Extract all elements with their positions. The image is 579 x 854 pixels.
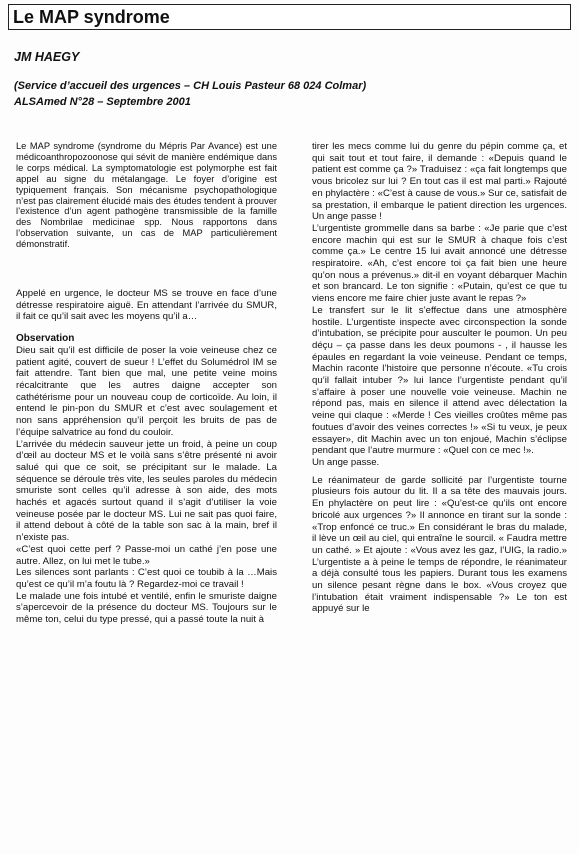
author-name: JM HAEGY xyxy=(14,50,80,64)
intro-paragraph: Appelé en urgence, le docteur MS se trouve en face d’une détresse respiratoire aiguë. En attendant l’arrivée du SMUR, il fait ce qu’il sait avec les moyens qu’il a… xyxy=(16,288,277,323)
section-heading-observation: Observation xyxy=(16,333,75,345)
body-paragraph: Le malade une fois intubé et ventilé, enfin le smuriste daigne s’apercevoir de la présence du docteur MS. Toujours sur le même ton, celui du type pressé, qui a passé toute la nuit à xyxy=(16,590,277,626)
body-paragraph: L’arrivée du médecin sauveur jette un froid, à peine un coup d’œil au docteur MS et le voilà sans s’être présenté ni avoir salué qui que ce soit, se précipitant sur le malade. La séquence se déroule très vite, les seules paroles du médecin smuriste sont celles qu’il adresse à son aide, des mots hachés et agacés surtout quand il s’agit d’utiliser la voie veineuse posée par le docteur MS. Lui ne sait pas quoi faire, il attend debout à côté de la table son sac à la main, bref il n’existe pas. xyxy=(16,438,277,544)
publication-reference: ALSAmed N°28 – Septembre 2001 xyxy=(14,96,191,108)
body-paragraph: Le réanimateur de garde sollicité par l’urgentiste tourne plusieurs fois autour du lit. Il a sa tête des mauvais jours. En phylactère on peut lire : «Qu’est-ce qu’ils ont encore bricolé aux urgences ?» Il annonce en tirant sur la sonde : «Trop enfoncé ce truc.» En considérant le bras du malade, il lève un œil au ciel, qui entraîne le sourcil. « Faudra mettre un cathé. » Et ajoute : «Vous avez les gaz, l’UIG, la radio.» L’urgentiste a à peine le temps de répondre, le réanimateur a déjà consulté tous les papiers. Durant tous les examens un silence pesant règne dans le box. «Vous croyez que l’intubation était vraiment indispensable ?» Le ton est appuyé sur le xyxy=(312,474,567,615)
body-paragraph: Le transfert sur le lit s’effectue dans une atmosphère hostile. L’urgentiste inspecte avec circonspection la sonde d’intubation, se précipite pour ausculter le poumon. Un peu déçu – ça passe dans les deux poumons - , il hausse les épaules en regardant la voie veineuse. Pendant ce temps, Machin raconte l’histoire que personne n’écoute. «Tu crois qu’il fallait intuber ?» lui lance l’urgentiste pendant qu’il s’affaire à poser une nouvelle voie veineuse. Machin ne répond pas, mais en silence il attend avec délectation la veine qui claque : «Merde ! Ces vieilles croûtes même pas foutues d’avoir des veines correctes !» «Si tu veux, je peux essayer», dit Machin avec un ton enjoué, Machin s’éclipse pendant que l’autre murmure : «Quel con ce mec !». xyxy=(312,304,567,457)
body-paragraph: «C’est quoi cette perf ? Passe-moi un cathé j’en pose une autre. Allez, on lui met le tube.» xyxy=(16,543,277,567)
right-column xyxy=(312,141,567,615)
abstract-paragraph: Le MAP syndrome (syndrome du Mépris Par Avance) est une médicoanthropozoonose qui sévit de manière endémique dans le corps médical. La symptomatologie est polymorphe est fait appel au signe du métalangage. Le foyer d’origine est typiquement français. Son mécanisme psychopathologique n’est pas clairement élucidé mais des études tendent à prouver l’existence d’un agent pathogène transmissible de la famille des Nombrilae medicinae spp. Nous rapportons dans l’observation suivante, un cas de MAP particulièrement démonstratif. xyxy=(16,141,277,250)
body-paragraph: tirer les mecs comme lui du genre du pépin comme ça, et qui sait tout et tout faire, il demande : «Depuis quand le patient est comme ça ?» Traduisez : «ça fait longtemps que vous bricolez sur lui ? En tout cas il est mal parti.» Rajouté en phylactère : «C’est à cause de vous.» Sur ce, satisfait de sa prestation, il embarque le patient direction les urgences. Un ange passe ! xyxy=(312,141,567,223)
article-title: Le MAP syndrome xyxy=(13,7,170,27)
title-box xyxy=(8,4,571,30)
body-paragraph: Dieu sait qu’il est difficile de poser la voie veineuse chez ce patient agité, couvert de sueur ! L’effet du Solumédrol IM se fait attendre. Tant bien que mal, une petite veine moins récalcitrante que les autres daigne accepter son cathétérisme pour un nouveau coup de corticoïde. Au loin, il entend le pin-pon du SMUR et c’est avec soulagement et non sans appréhension qu’il perçoit les bruits de pas de l’équipe salvatrice au fond du couloir. xyxy=(16,344,277,438)
body-paragraph: Les silences sont parlants : C’est quoi ce toubib à la …Mais qu’est ce qu’il m’a foutu là ? Regardez-moi ce travail ! xyxy=(16,567,277,590)
body-paragraph: L’urgentiste grommelle dans sa barbe : «Je parie que c’est encore machin qui est sur le SMUR à chaque fois c’est comme ça.» Le centre 15 lui avait annoncé une détresse respiratoire. «Ah, c’est encore toi ça fait bien une heure qu’on nous a prévenus.» dit-il en voyant débarquer Machin et son brancard. Le ton signifie : «Putain, qu’est ce que tu viens encore me faire chier juste avant le repas ?» xyxy=(312,222,567,305)
left-column xyxy=(16,141,277,626)
body-paragraph: Un ange passe. xyxy=(312,456,380,468)
service-affiliation: (Service d’accueil des urgences – CH Louis Pasteur 68 024 Colmar) xyxy=(14,80,367,92)
